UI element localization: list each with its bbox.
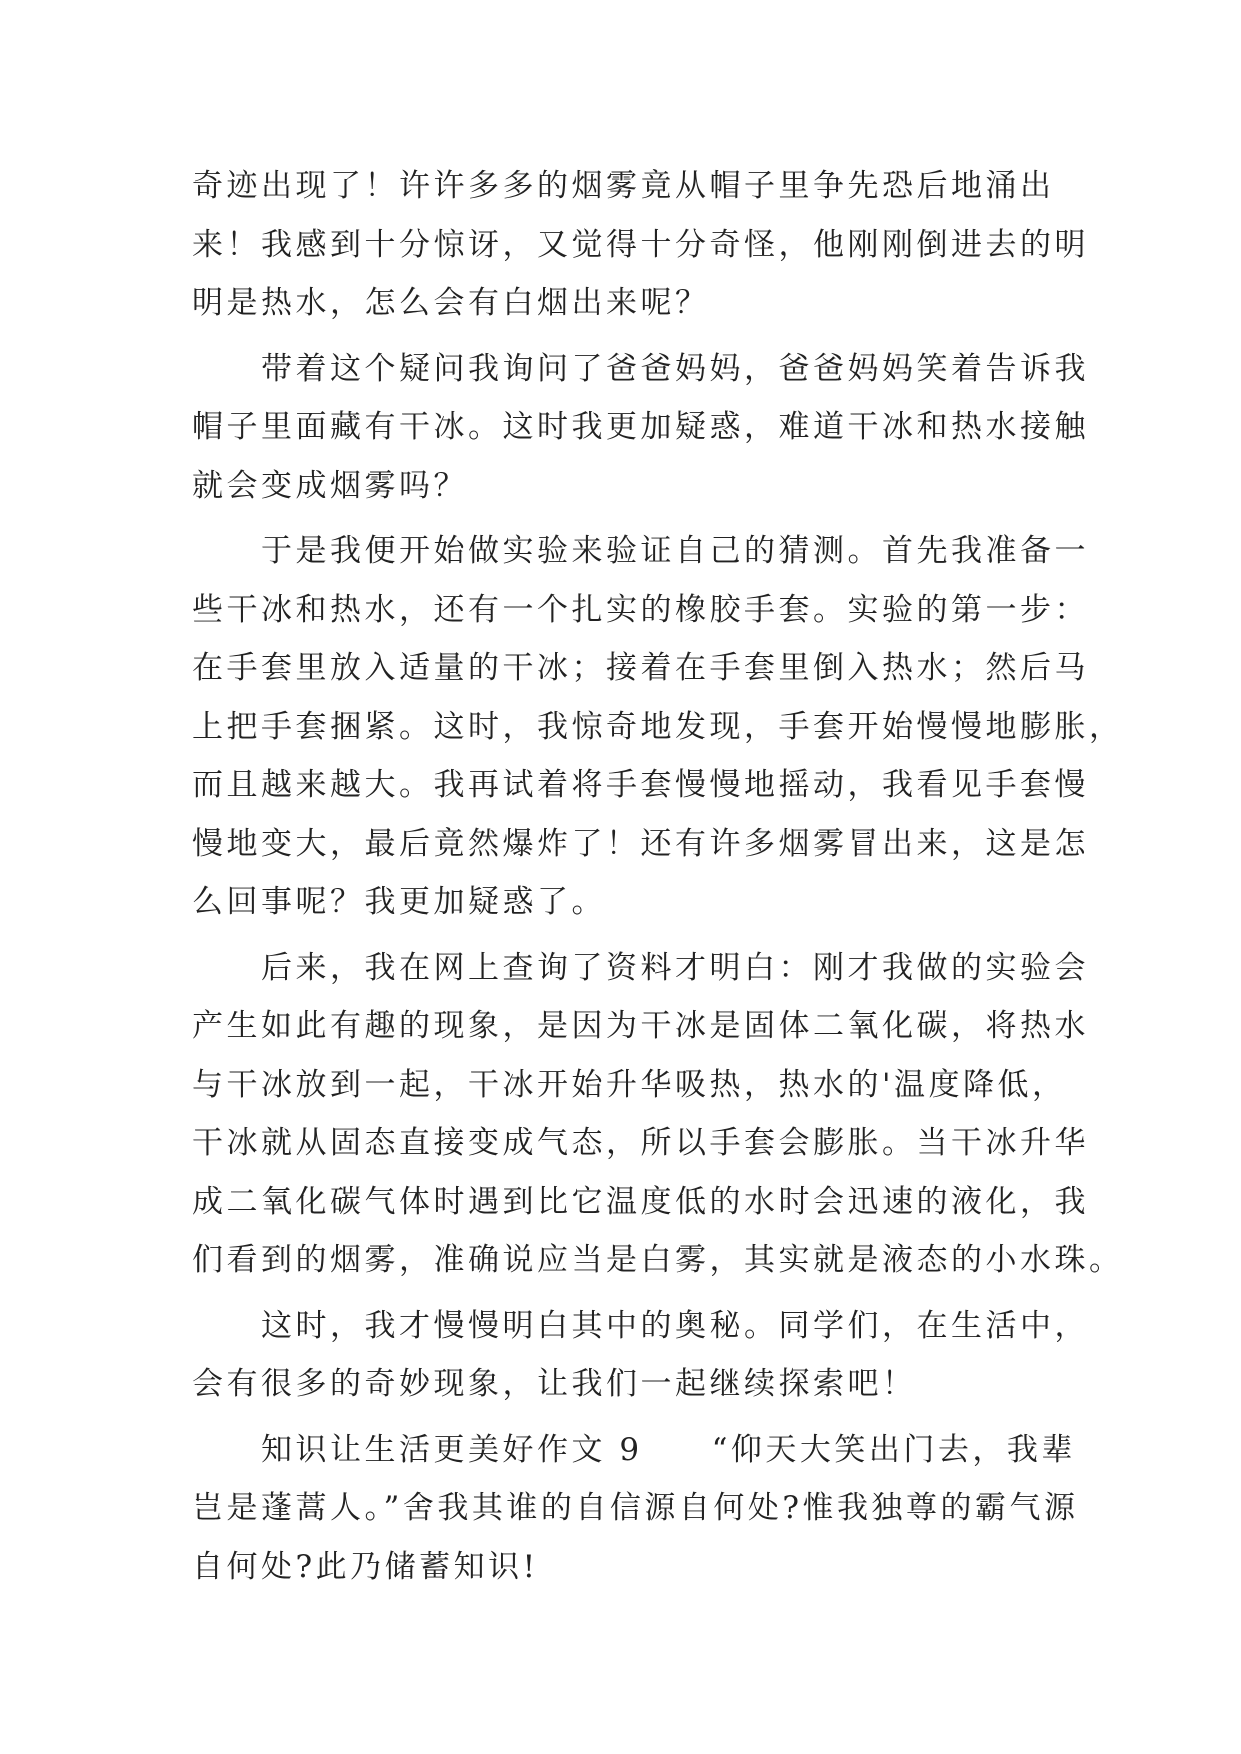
text-line: 帽子里面藏有干冰。这时我更加疑惑，难道干冰和热水接触 xyxy=(192,409,1089,445)
text-line: 这时，我才慢慢明白其中的奥秘。同学们，在生活中， xyxy=(192,1307,1089,1344)
text-line: 产生如此有趣的现象，是因为干冰是固体二氧化碳，将热水 xyxy=(192,1008,1089,1044)
text-line: 岂是蓬蒿人。”舍我其谁的自信源自何处?惟我独尊的霸气源 xyxy=(192,1490,1079,1526)
text-line: 来！我感到十分惊讶，又觉得十分奇怪，他刚刚倒进去的明 xyxy=(192,226,1089,263)
text-line: 慢地变大，最后竟然爆炸了！还有许多烟雾冒出来，这是怎 xyxy=(192,825,1089,862)
text-line: 奇迹出现了！许许多多的烟雾竟从帽子里争先恐后地涌出 xyxy=(192,168,1055,204)
text-line: 么回事呢？我更加疑惑了。 xyxy=(192,884,606,920)
text-line: 们看到的烟雾，准确说应当是白雾，其实就是液态的小水珠。 xyxy=(192,1242,1124,1278)
text-line: 上把手套捆紧。这时，我惊奇地发现，手套开始慢慢地膨胀， xyxy=(192,708,1124,745)
paragraph-5 xyxy=(192,1297,1089,1414)
body-text xyxy=(192,157,1124,1603)
text-line: 自何处?此乃储蓄知识! xyxy=(192,1548,539,1585)
text-line: 干冰就从固态直接变成气态，所以手套会膨胀。当干冰升华 xyxy=(192,1125,1089,1161)
paragraph-6 xyxy=(192,1421,1079,1597)
text-line: 知识让生活更美好作文 9 “仰天大笑出门去，我辈 xyxy=(192,1431,1076,1468)
text-line: 而且越来越大。我再试着将手套慢慢地摇动，我看见手套慢 xyxy=(192,767,1089,803)
text-line: 后来，我在网上查询了资料才明白：刚才我做的实验会 xyxy=(192,949,1089,986)
text-line: 于是我便开始做实验来验证自己的猜测。首先我准备一 xyxy=(192,533,1089,569)
text-line: 会有很多的奇妙现象，让我们一起继续探索吧！ xyxy=(192,1366,917,1402)
paragraph-4 xyxy=(192,939,1124,1290)
paragraph-3 xyxy=(192,522,1124,932)
paragraph-1 xyxy=(192,157,1089,333)
text-line: 些干冰和热水，还有一个扎实的橡胶手套。实验的第一步： xyxy=(192,591,1089,628)
paragraph-2 xyxy=(192,340,1089,516)
text-line: 与干冰放到一起，干冰开始升华吸热，热水的'温度降低， xyxy=(192,1066,1067,1103)
text-line: 成二氧化碳气体时遇到比它温度低的水时会迅速的液化，我 xyxy=(192,1183,1089,1220)
text-line: 在手套里放入适量的干冰；接着在手套里倒入热水；然后马 xyxy=(192,650,1089,686)
text-line: 带着这个疑问我询问了爸爸妈妈，爸爸妈妈笑着告诉我 xyxy=(192,350,1089,387)
text-line: 明是热水，怎么会有白烟出来呢？ xyxy=(192,285,710,321)
text-line: 就会变成烟雾吗？ xyxy=(192,467,468,504)
